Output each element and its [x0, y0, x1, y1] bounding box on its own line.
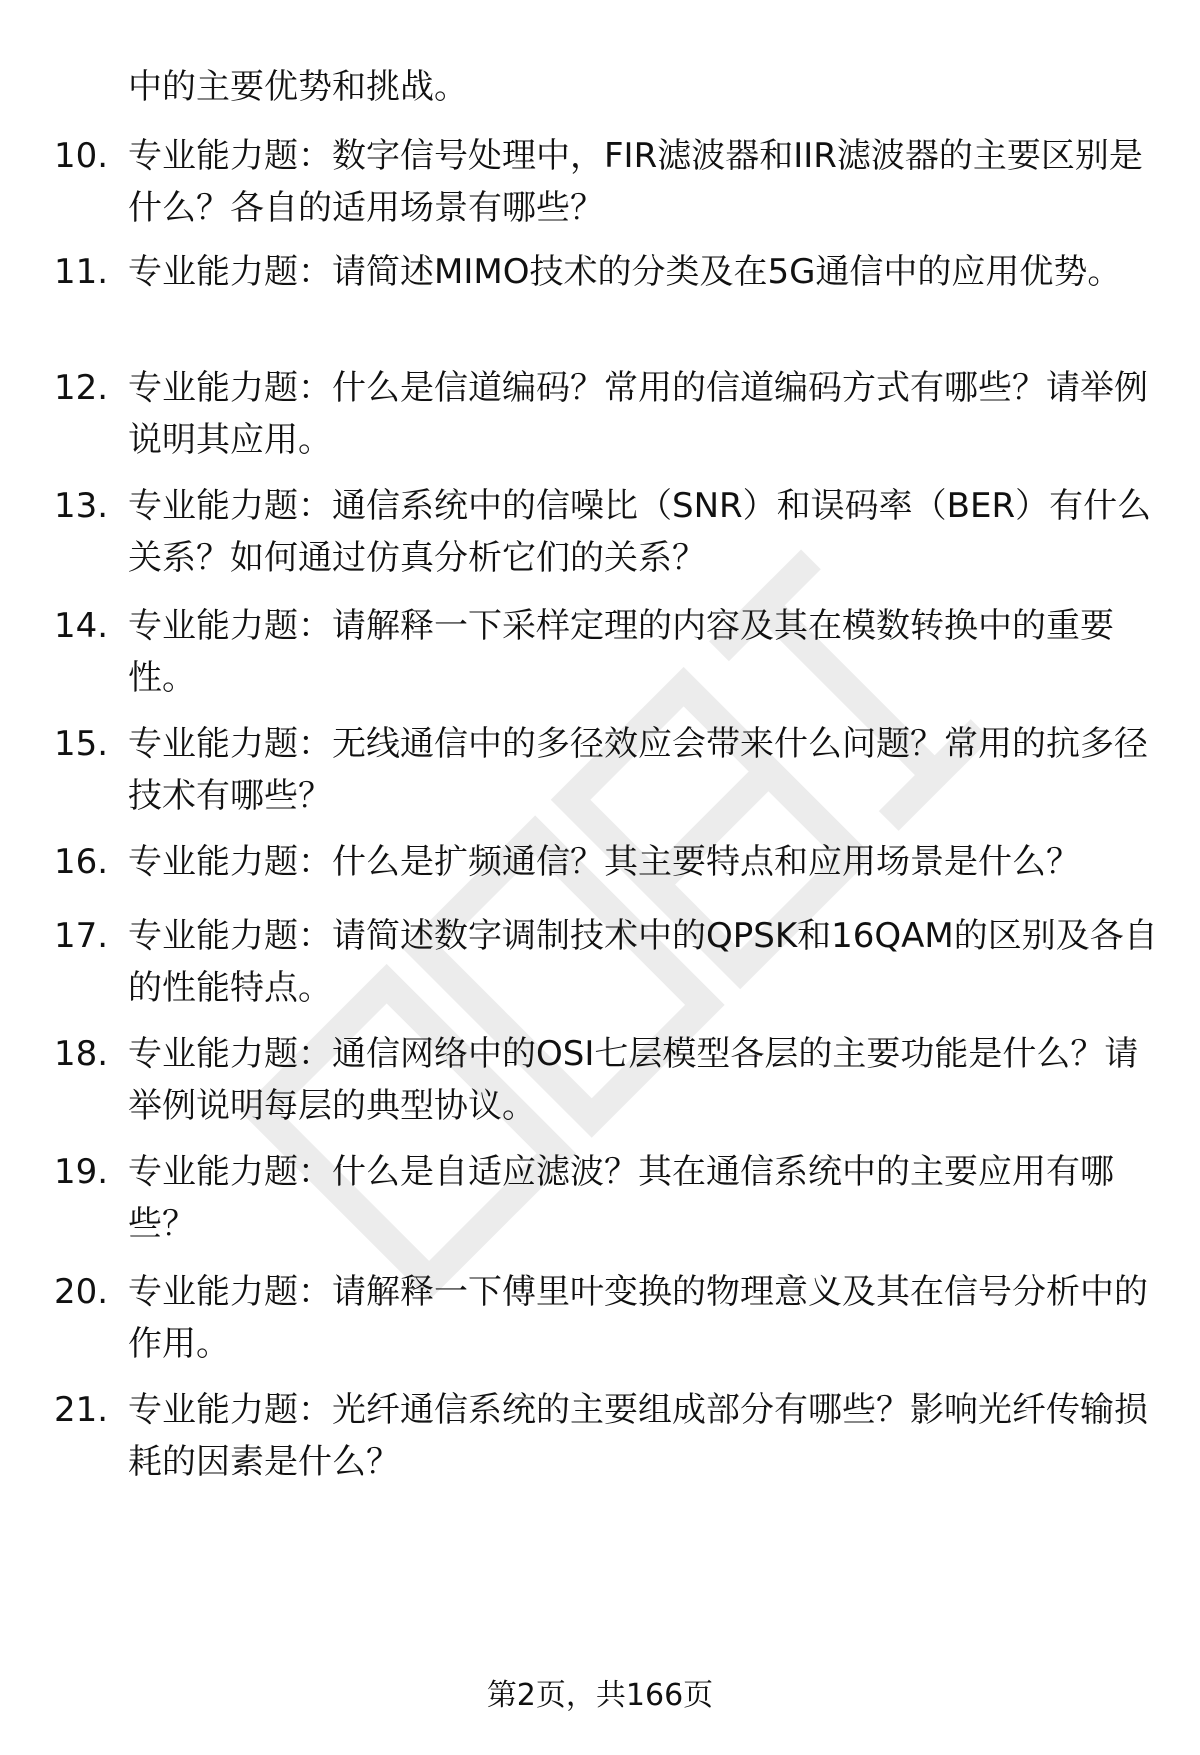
question-text: 专业能力题：什么是自适应滤波？其在通信系统中的主要应用有哪些？: [128, 1152, 1114, 1244]
question-number: 17.: [54, 916, 109, 956]
question-number: 21.: [54, 1390, 109, 1430]
question-text: 专业能力题：数字信号处理中，FIR滤波器和IIR滤波器的主要区别是什么？各自的适用场景有哪些？: [128, 136, 1143, 228]
question-text: 专业能力题：请解释一下采样定理的内容及其在模数转换中的重要性。: [128, 606, 1114, 698]
page-footer: 第2页，共166页: [486, 1678, 714, 1713]
question-number: 12.: [54, 368, 109, 408]
question-continuation-text: 中的主要优势和挑战。: [128, 67, 468, 107]
question-text: 专业能力题：什么是扩频通信？其主要特点和应用场景是什么？: [128, 842, 1080, 882]
question-number: 11.: [54, 252, 109, 292]
question-number: 15.: [54, 724, 109, 764]
question-text: 专业能力题：请解释一下傅里叶变换的物理意义及其在信号分析中的作用。: [128, 1272, 1148, 1364]
question-number: 14.: [54, 606, 109, 646]
question-number: 13.: [54, 486, 109, 526]
question-text: 专业能力题：无线通信中的多径效应会带来什么问题？常用的抗多径技术有哪些？: [128, 724, 1148, 816]
question-text: 专业能力题：请简述数字调制技术中的QPSK和16QAM的区别及各自的性能特点。: [128, 916, 1158, 1008]
question-text: 专业能力题：什么是信道编码？常用的信道编码方式有哪些？请举例说明其应用。: [128, 368, 1148, 460]
question-text: 专业能力题：光纤通信系统的主要组成部分有哪些？影响光纤传输损耗的因素是什么？: [128, 1390, 1148, 1482]
question-text: 专业能力题：请简述MIMO技术的分类及在5G通信中的应用优势。: [128, 252, 1122, 292]
question-text: 专业能力题：通信系统中的信噪比（SNR）和误码率（BER）有什么关系？如何通过仿真分析它们的关系？: [128, 486, 1152, 578]
question-number: 19.: [54, 1152, 109, 1192]
question-number: 20.: [54, 1272, 109, 1312]
question-number: 10.: [54, 136, 109, 176]
question-text: 专业能力题：通信网络中的OSI七层模型各层的主要功能是什么？请举例说明每层的典型协议。: [128, 1034, 1139, 1126]
question-number: 16.: [54, 842, 109, 882]
question-number: 18.: [54, 1034, 109, 1074]
